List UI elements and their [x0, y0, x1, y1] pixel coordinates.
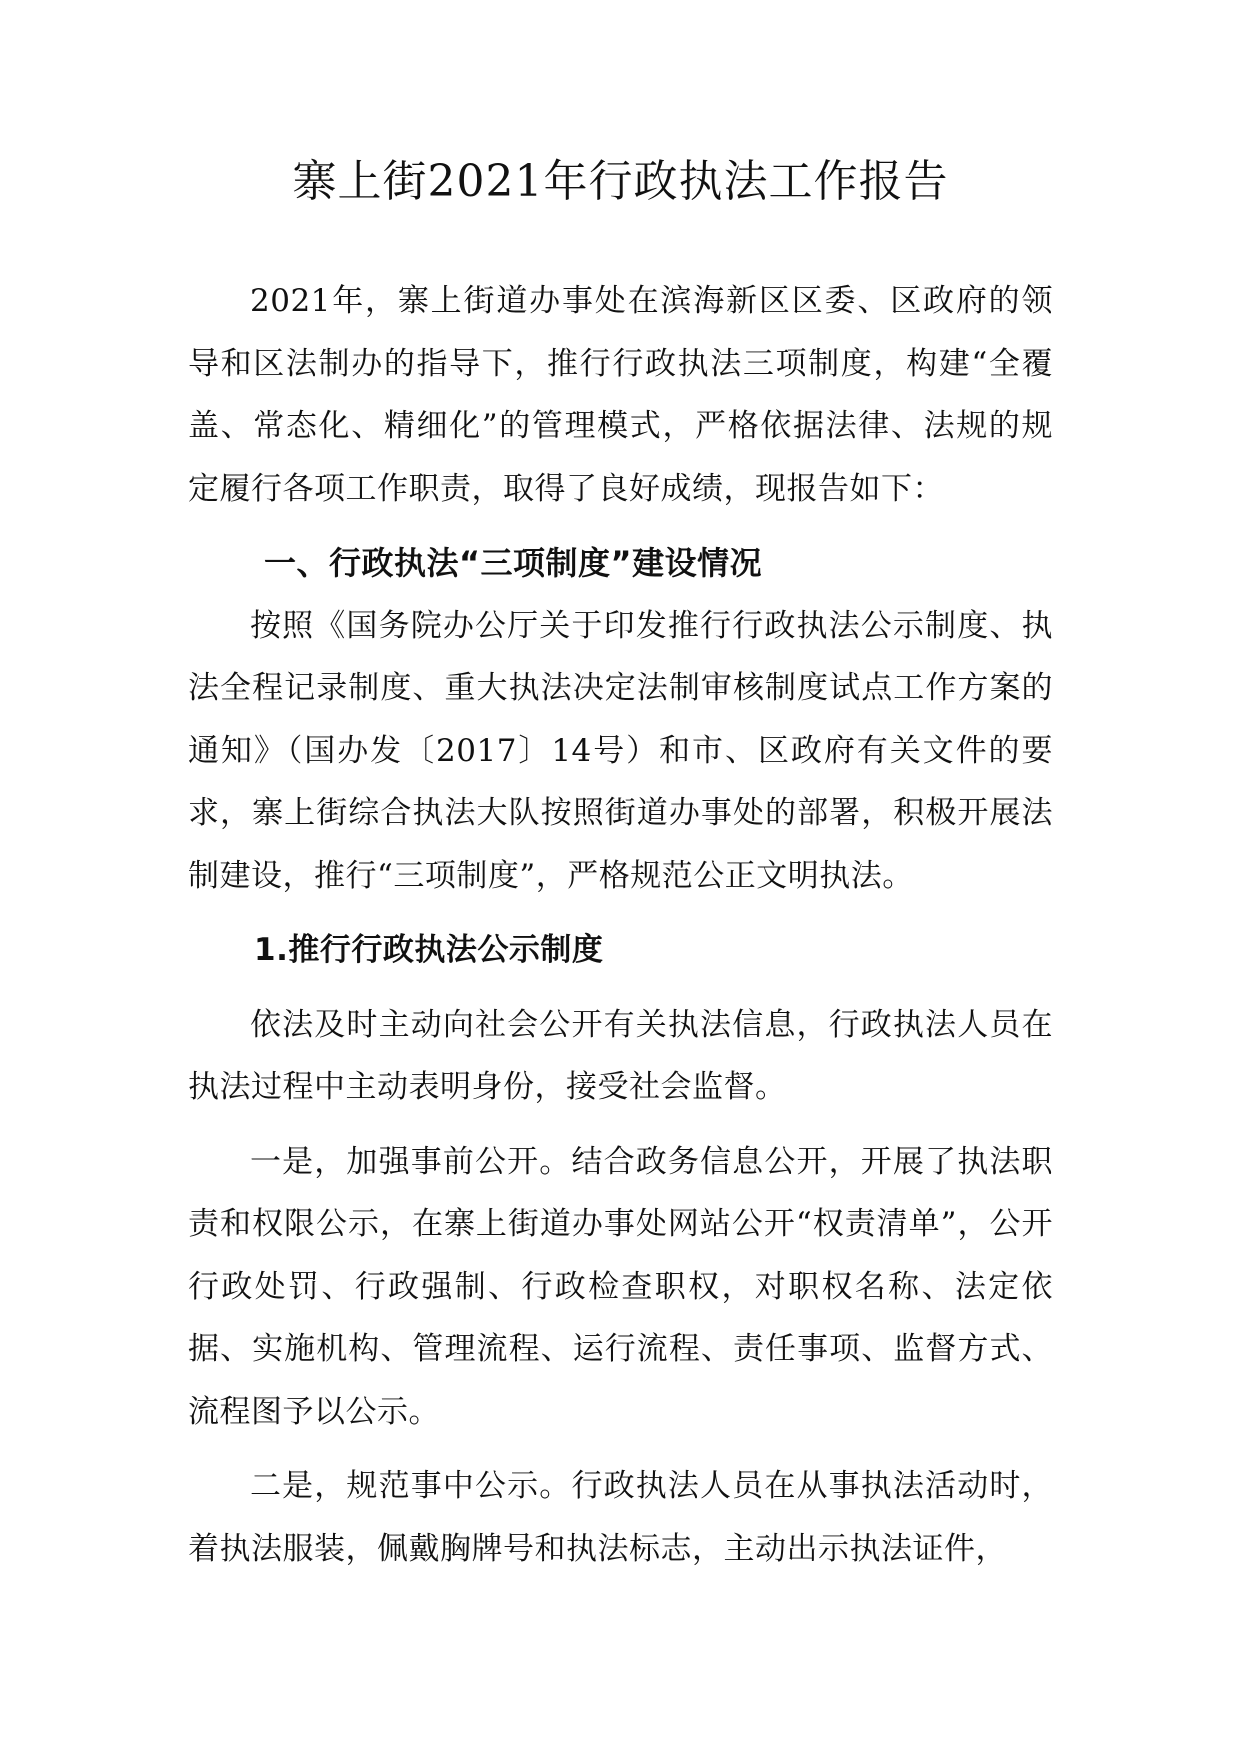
subsection-1-heading: 1.推行行政执法公示制度: [254, 932, 604, 968]
document-body: [188, 270, 1053, 1580]
subsection-1-paragraph: 依法及时主动向社会公开有关执法信息，行政执法人员在执法过程中主动表明身份，接受社会监督。: [188, 1006, 1053, 1105]
section-1-paragraph: 按照《国务院办公厅关于印发推行行政执法公示制度、执法全程记录制度、重大执法决定法制审核制度试点工作方案的通知》（国办发〔2017〕14号）和市、区政府有关文件的要求，寨上街综合执法大队按照街道办事处的部署，积极开展法制建设，推行“三项制度”，严格规范公正文明执法。: [188, 607, 1053, 894]
point-2-paragraph: 二是，规范事中公示。行政执法人员在从事执法活动时，着执法服装，佩戴胸牌号和执法标志，主动出示执法证件，: [188, 1468, 1053, 1567]
spacer: [188, 520, 1053, 532]
spacer: [188, 1443, 1053, 1455]
spacer: [188, 982, 1053, 994]
intro-paragraph: 2021年，寨上街道办事处在滨海新区区委、区政府的领导和区法制办的指导下，推行行政执法三项制度，构建“全覆盖、常态化、精细化”的管理模式，严格依据法律、法规的规定履行各项工作职责，取得了良好成绩，现报告如下：: [188, 283, 1053, 507]
point-1-paragraph: 一是，加强事前公开。结合政务信息公开，开展了执法职责和权限公示，在寨上街道办事处网站公开“权责清单”，公开行政处罚、行政强制、行政检查职权，对职权名称、法定依据、实施机构、管理流程、运行流程、责任事项、监督方式、流程图予以公示。: [188, 1143, 1053, 1430]
section-1-heading: 一、行政执法“三项制度”建设情况: [264, 544, 763, 582]
document-title: 寨上街2021年行政执法工作报告: [292, 156, 949, 207]
spacer: [188, 1119, 1053, 1131]
spacer: [188, 907, 1053, 919]
